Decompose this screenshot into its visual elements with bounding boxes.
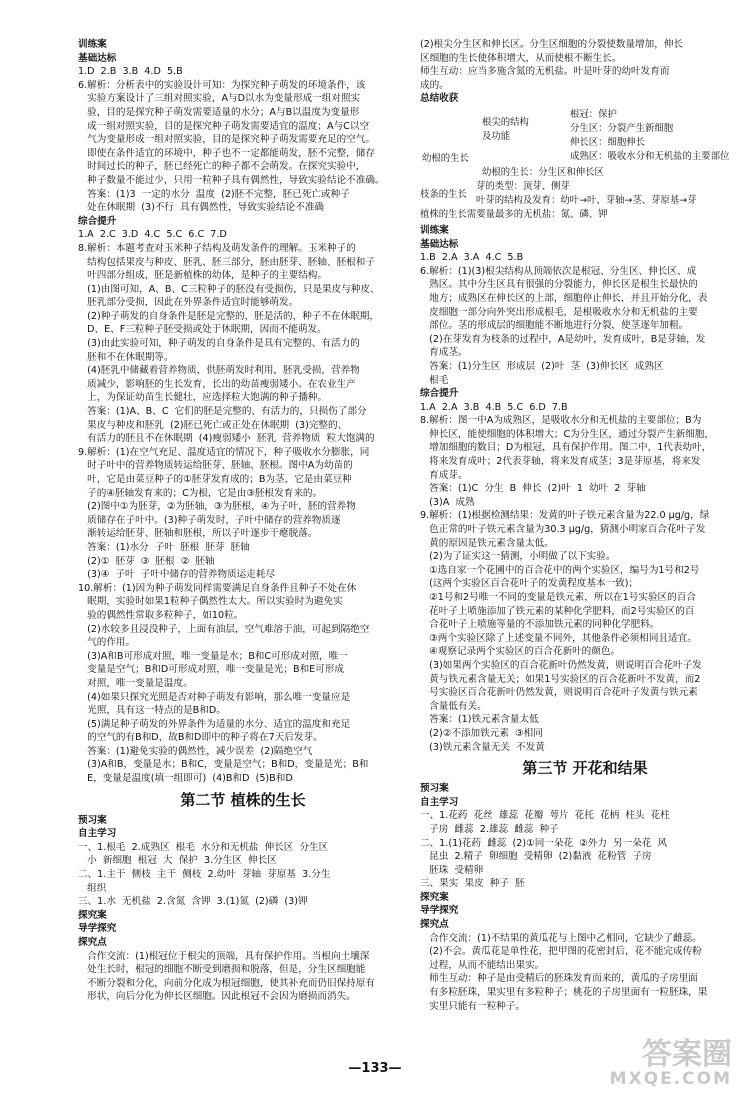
text-line: 有多粒胚珠，果实里有多粒种子；桃花的子房里面有一粒胚珠，果 [420,987,708,999]
text-line: 合花叶子上喷施等量的不添加铁元素的同种化学肥料。 [420,619,660,631]
tree-node: 芽的类型：顶芽、侧芽 [476,180,570,192]
section-heading: 自主学习 [420,796,459,808]
tree-node: 成熟区：吸收水分和无机盐的主要部位 [570,150,730,162]
text-line: 育成芽。 [420,469,468,481]
text-line: 熟区。其中分生区具有很强的分裂能力，伸长区是根生长最快的 [420,279,698,291]
section-heading: 自主学习 [78,828,117,840]
text-line: 育成茎。 [420,347,468,359]
text-line: 的空气的有B和D，故B和D即中的种子将在7天后发芽。 [78,732,323,744]
text-line: 6.解析：(1)(3)根尖结构从顶端依次是根冠、分生区、伸长区、成 [420,265,697,277]
section-heading: 综合提升 [420,388,459,400]
text-line: 叶，它是由菜豆种子的①胚芽发育成的；B为茎，它是由菜豆种 [78,474,352,485]
section-heading: 综合提升 [78,215,117,227]
section-title: 第三节 开花和结果 [522,759,648,778]
text-line: 8.解析：图一中A为成熟区，是吸收水分和无机盐的主要部位；B为 [420,415,702,427]
text-line: 光照，具有这一特点的是B和D。 [78,705,226,717]
text-line: 1.D 2.B 3.B 4.D 5.B [78,66,183,78]
section-heading: 训练案 [78,39,107,50]
section-heading: 探究案 [78,909,107,921]
text-line: 时间过长的种子，胚已经死亡的种子都不会萌发。在探究实验中， [78,161,366,173]
text-line: 师生互动：种子是由受精后的胚珠发育而来的，黄瓜的子房里面 [420,973,698,985]
tree-node: 根尖的结构 及功能 [482,116,529,142]
text-line: (这两个实验区百合花叶子的发黄程度基本一致)； [420,578,639,590]
text-line: 伸长区，能使细胞的体积增大；C为分生区，通过分裂产生新细胞， [420,428,715,440]
section-heading: 探究案 [420,891,449,903]
text-line: 组织 [78,882,107,894]
left-column [78,38,408,1004]
text-line: (4)胚乳中储藏着营养物质，供胚萌发时利用，胚乳受损，营养物 [78,365,360,377]
text-line: D、E、F三粒种子胚受损或处于休眠期，因而不能萌发。 [78,324,327,336]
watermark-sub: MXQE.COM [609,1069,732,1089]
text-line: (2)① 胚芽 ③ 胚根 ② 胚轴 [78,555,215,567]
text-line: 过程，从而不能结出果实。 [420,959,545,971]
text-line: ③两个实验区除了上述变量不同外，其他条件必须相同且适宜。 [420,632,697,644]
text-line: 1.A 2.A 3.B 4.B 5.C 6.D 7.B [420,401,568,413]
text-line: (2)图中①为胚芽，②为胚轴，③为胚根，④为子叶，胚的营养物 [78,501,356,513]
text-line: 结构包括果皮与种皮、胚乳、胚三部分，胚由胚芽、胚轴、胚根和子 [78,256,375,268]
text-line: 验，目的是探究种子萌发需要适量的水分；A与B以温度为变量形 [78,106,360,118]
text-line: (3)④ 子叶 子叶中储存的营养物质运走耗尽 [78,569,276,581]
text-line: 质储存在子叶中。(3)种子萌发时，子叶中储存的营养物质逐 [78,514,341,526]
text-line: 答案：(1)3 一定的水分 温度 (2)胚不完整，胚已死亡或种子 [78,188,350,200]
text-line: 8.解析：本题考查对玉米种子结构及萌发条件的理解。玉米种子的 [78,242,356,254]
tree-node: 幼根的生长 [422,152,469,164]
text-line: 眠期，实验时如果1粒种子偶然性太大。所以实验时为避免实 [78,596,343,608]
text-line: 成一组对照实验，目的是探究种子萌发需要适宜的温度；A与C以空 [78,120,370,132]
tree-node: 植株的生长需要量最多的无机盐：氮、磷、钾 [420,208,608,220]
text-line: 实验方案设计了三组对照实验，A与D以水为变量形成一组对照实 [78,93,361,105]
text-line: (2)为了证实这一猜测，小明做了以下实验。 [420,551,616,563]
text-line: 二、1.主干 侧枝 主干 侧枝 2.幼叶 芽轴 芽原基 3.分生 [78,869,331,881]
text-line: 答案：(1)避免实验的偶然性，减少误差 (2)隔绝空气 [78,745,313,757]
text-line: 答案：(1)A、B、C 它们的胚是完整的、有活力的，只损伤了部分 [78,406,367,418]
text-line: (2)不会。黄瓜花是单性花，把甲图的花密封后，花不能完成传粉 [420,946,702,958]
text-line: 气的作用。 [78,637,136,649]
text-line: 黄的原因是铁元素含量太低。 [420,537,554,549]
section-heading: 探究点 [420,919,449,931]
text-line: 果皮与种皮和胚乳 (2)胚已死亡或正处在休眠期 (3)完整的、 [78,419,348,431]
summary-tree [420,108,750,220]
text-line: 质减少，影响胚的生长发育，长出的幼苗瘦弱矮小。在农业生产 [78,378,356,390]
section-heading: 预习案 [78,814,107,826]
text-line: (3)铁元素含量无关 不发黄 [420,741,545,753]
watermark-logo [609,1037,732,1089]
text-line: ④观察记录两个实验区的百合花新叶的颜色。 [420,646,621,658]
text-line: 10.解析：(1)因为种子萌发同样需要满足自身条件且种子不处在休 [78,582,357,594]
text-line: (2)②不添加铁元素 ③相同 [420,727,543,739]
text-line: 一、1.根毛 2.成熟区 根毛 水分和无机盐 伸长区 分生区 [78,841,329,853]
section-heading: 探究点 [78,937,107,948]
section-heading: 基础达标 [78,52,117,64]
section-heading: 导学探究 [78,923,117,935]
text-line: 上，为保证幼苗生长健壮，应选择粒大饱满的种子播种。 [78,392,327,404]
text-line: 三、1.水 无机盐 2.含氮 含钾 3.(1)氮 (2)磷 (3)钾 [78,896,308,908]
text-line: 不断分裂和分化，向前分化成为根冠细胞，使其补充而仍旧保持原有 [78,977,375,989]
text-line: 答案：(1)分生区 形成层 (2)叶 茎 (3)伸长区 成熟区 [420,360,664,372]
text-line: 时子叶中的营养物质转运给胚芽、胚轴、胚根。图中A为幼苗的 [78,460,353,472]
text-line: 气为变量形成一组对照实验，目的是探究种子萌发需要充足的空气。 [78,134,375,146]
tree-node: 根冠：保护 [570,108,617,120]
text-line: 9.解析：(1)根据检测结果：发黄的叶子铁元素含量为22.0 μg/g，绿 [420,510,710,522]
text-line: 小 新细胞 根冠 大 保护 3.分生区 伸长区 [78,855,277,867]
section-heading: 预习案 [420,783,449,795]
tree-node: 分生区：分裂产生新细胞 [570,122,674,134]
text-line: 实里只能有一粒种子。 [420,1000,526,1012]
text-line: 处在休眠期 (3)不行 具有偶然性，导致实验结论不准确 [78,202,325,214]
text-line: 答案：(1)铁元素含量太低 [420,714,539,726]
text-line: 黄与铁元素含量无关；如果1号实验区的百合花新叶不发黄，而2 [420,673,701,685]
text-line: 验的偶然性常取多粒种子，如10粒。 [78,609,244,621]
text-line: 花叶子上喷施添加了铁元素的某种化学肥料，而2号实验区的百 [420,605,695,617]
text-line: (5)满足种子萌发的外界条件为适量的水分、适宜的温度和充足 [78,718,351,730]
text-line: 处生长时，根冠的细胞不断受到磨损和脱落，但是，分生区细胞能 [78,964,366,976]
text-line: (2)在芽发育为枝条的过程中，A是幼叶，发育成叶，B是芽轴，发 [420,333,706,345]
text-line: (3)A和B可形成对照，唯一变量是水；B和C可形成对照，唯一 [78,650,348,662]
text-line: (2)根尖分生区和伸长区。分生区细胞的分裂使数量增加，伸长 [420,39,684,50]
text-line: 种子数量不能过少，只用一粒种子具有偶然性，导致实验结论不准确。 [78,174,385,186]
text-line: 含量低有关。 [420,700,487,712]
text-line: 1.B 2.A 3.A 4.C 5.B [420,252,524,264]
text-line: 1.A 2.C 3.D 4.C 5.C 6.C 7.D [78,229,227,241]
text-line: 皮细胞一部分向外突出形成根毛，是根吸收水分和无机盐的主要 [420,306,698,318]
text-line: (2)水较多且浸没种子，上面有油层，空气难溶于油，可起到隔绝空 [78,623,370,635]
text-line: 胚珠 受精卵 [420,864,484,876]
text-line: 昆虫 2.精子 卵细胞 受精卵 (2)黏液 花粉管 子房 [420,851,652,863]
tree-node: 伸长区：细胞伸长 [570,136,646,148]
tree-node: 枝条的生长 [420,188,467,200]
text-line: 合作交流：(1)根冠位于根尖的顶端，具有保护作用。当根向土壤深 [78,950,370,962]
text-line: 一、1.花药 花丝 雄蕊 花瓣 萼片 花托 花柄 柱头 花柱 [420,810,670,822]
text-line: 合作交流：(1)不结果的黄瓜花与上图中乙相同，它缺少了雌蕊。 [420,932,702,944]
text-line: 子的④胚轴发育来的；C为根，它是由③胚根发育来的。 [78,487,323,499]
text-line: (3)如果两个实验区的百合花新叶仍然发黄，则说明百合花叶子发 [420,659,702,671]
text-line: (1)由图可知，A、B、C三粒种子的胚没有受损伤，只是果皮与种皮、 [78,283,380,295]
text-line: (2)种子萌发的自身条件是胚是完整的，胚是活的，种子不在休眠期， [78,310,379,322]
text-line: 9.解析：(1)在空气充足、温度适宜的情况下，种子吸收水分膨胀，同 [78,446,370,458]
text-line: 对照，唯一变量是温度。 [78,677,193,689]
text-line: 胚和不在休眠期等。 [78,351,174,363]
text-line: 号实验区百合花新叶仍然发黄，则说明百合花叶子发黄与铁元素 [420,687,698,699]
text-line: 将来发育成叶；2代表芽轴，将来发育成茎；3是芽原基，将来发 [420,456,701,468]
text-line: 胚乳部分受损，因此在外界条件适宜时能够萌发。 [78,297,299,309]
tree-node: 叶芽的结构及发育：幼叶→叶、芽轴→茎、芽原基→芽 [476,194,697,206]
text-line: (4)如果只探究光照是否对种子萌发有影响，那么唯一变量应是 [78,691,351,703]
text-line: 地方；成熟区在伸长区的上部，细胞停止伸长，并且开始分化，表 [420,292,708,304]
text-line: 渐转运给胚芽、胚轴和胚根，所以子叶逐步干瘪脱落。 [78,528,318,540]
text-line: ②1号和2号唯一不同的变量是铁元素，所以在1号实验区的百合 [420,592,696,603]
text-line: 区细胞的生长使体积增大，从而使根不断生长。 [420,52,622,64]
text-line: 变量是空气；B和D可形成对照，唯一变量是光；B和E可形成 [78,664,345,676]
text-line: 师生互动：应当多施含氮的无机盐。叶是叶芽的幼叶发育而 [420,66,670,78]
text-line: 增加细胞的数目；D为根冠，具有保护作用。图二中，1代表幼叶， [420,442,712,454]
text-line: 根毛 [420,374,449,386]
section-title: 第二节 植株的生长 [180,790,306,809]
text-line: (3)A和B，变量是水；B和C，变量是空气；B和D，变量是光；B和 [78,759,369,771]
page-number: —133— [348,1061,402,1076]
text-line: 形状，向后分化为伸长区细胞。因此根冠不会因为磨损而消失。 [78,991,356,1003]
text-line: (3)A 成熟 [420,496,475,508]
text-line: 6.解析：分析表中的实验设计可知：为探究种子萌发的环境条件，该 [78,79,366,91]
text-line: 即使在条件适宜的环境中，种子也不一定都能萌发，胚不完整，储存 [78,147,375,159]
text-line: 有活力的胚且不在休眠期 (4)瘦弱矮小 胚乳 营养物质 粒大饱满的 [78,433,375,445]
section-heading: 基础达标 [420,238,459,250]
text-line: 答案：(1)C 分生 B 伸长 (2)叶 1 幼叶 2 芽轴 [420,483,646,495]
section-heading: 导学探究 [420,905,459,917]
right-column [420,38,750,1013]
text-line: 子房 雌蕊 2.雄蕊 雌蕊 种子 [420,823,559,835]
section-heading: 训练案 [420,224,449,236]
text-line: 答案：(1)水分 子叶 胚根 胚芽 胚轴 [78,541,250,553]
text-line: (3)由此实验可知，种子萌发的自身条件是具有完整的、有活力的 [78,338,360,350]
text-line: ①选自家一个花圃中的百合花中的两个实验区，编号为1号和2号 [420,564,700,576]
text-line: 叶四部分组成，胚是新植株的幼体，是种子的主要结构。 [78,270,327,282]
watermark-main: 答案圈 [642,1037,732,1072]
text-line: 三、果实 果皮 种子 胚 [420,878,525,890]
text-line: 二、1.(1)花药 雌蕊 (2)①同一朵花 ②外力 另一朵花 风 [420,837,668,849]
text-line: E，变量是温度(填一组即可) (4)B和D (5)B和D [78,773,293,785]
text-line: 部位。茎的形成层的细胞能不断地进行分裂，使茎逐年加粗。 [420,320,689,332]
text-line: 成的。 [420,79,449,91]
tree-node: 幼根的生长：分生区和伸长区 [482,166,604,178]
section-heading: 总结收获 [420,93,459,105]
text-line: 色正常的叶子铁元素含量为30.3 μg/g，猜测小明家百合花叶子发 [420,524,706,536]
